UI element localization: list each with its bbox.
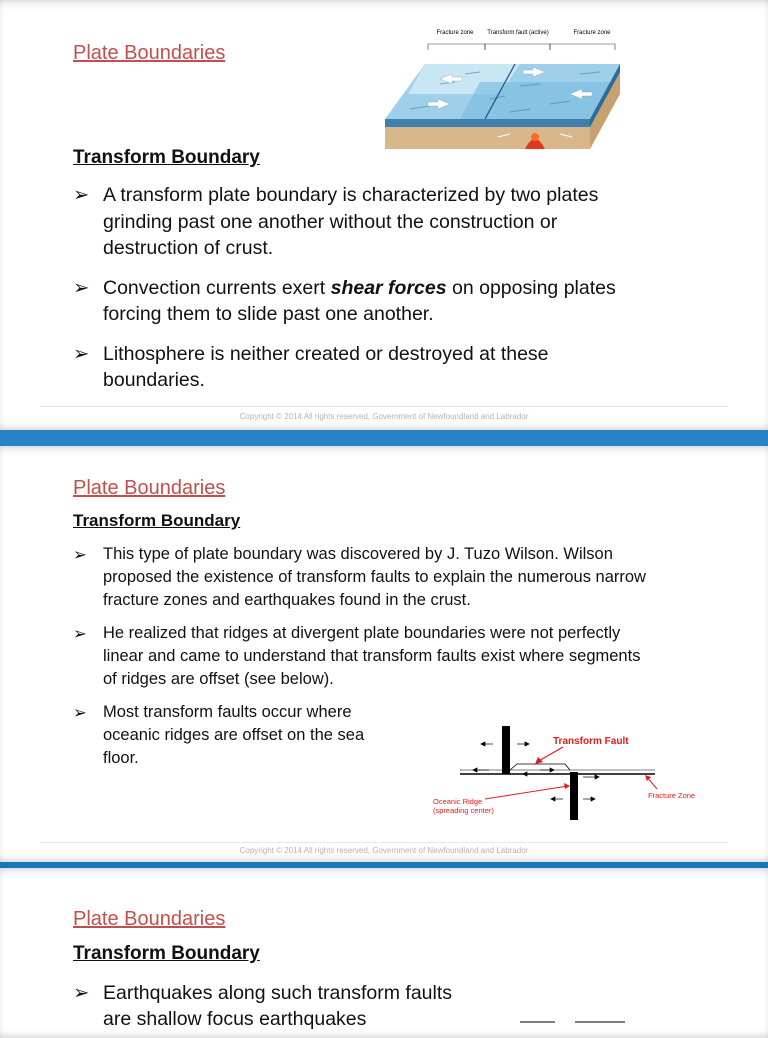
transform-fault-block-diagram [380,24,630,174]
emphasis-text: shear forces [330,276,447,299]
diagram-fragment [515,1014,635,1024]
ridge-segment-upper [502,726,510,774]
slide-2 [0,446,768,862]
label-fracture-zone: Fracture Zone [648,791,696,800]
bullet-item: ➢ Most transform faults occur where oceanic ridges are offset on the sea floor. [73,701,403,770]
bullet-item: ➢ Lithosphere is neither created or destroyed at these boundaries. [73,341,653,394]
slide-3 [0,868,768,1038]
slide-1 [0,0,768,430]
slide-subtitle: Transform Boundary [73,511,241,530]
copyright-text: Copyright © 2014 All rights reserved, Government of Newfoundland and Labrador [239,846,529,855]
transform-fault-diagram [425,724,735,824]
label-oceanic-ridge: Oceanic Ridge [433,797,483,806]
label-transform-fault: Transform Fault [553,736,629,747]
divider [40,842,728,843]
slide-subtitle: Transform Boundary [73,147,260,168]
divider [40,406,728,407]
ridge-segment-lower [570,772,578,820]
bullet-text: on opposing plates forcing them to slide past one another. [103,276,616,325]
bullet-item: ➢ Earthquakes along such transform faults are shallow focus earthquakes [73,980,463,1032]
label-fracture-zone-right: Fracture zone [573,30,611,36]
slide-subtitle: Transform Boundary [73,943,260,964]
bullet-list [73,980,463,1032]
slide-title: Plate Boundaries [73,42,226,64]
label-spreading-center: (spreading center) [433,806,494,815]
label-fracture-zone-left: Fracture zone [436,30,474,36]
copyright-text: Copyright © 2014 All rights reserved, Government of Newfoundland and Labrador [239,412,529,421]
label-transform-fault: Transform fault (active) [487,30,549,36]
bullet-item [73,275,653,328]
slide-title: Plate Boundaries [73,908,226,930]
bullet-text: Convection currents exert [103,276,331,299]
bullet-list [73,182,653,394]
bullet-item: ➢ A transform plate boundary is characterized by two plates grinding past one another without the construction or destruction of crust. [73,182,653,262]
bullet-item: ➢ This type of plate boundary was discovered by J. Tuzo Wilson. Wilson proposed the existence of transform faults to explain the numerous narrow fracture zones and earthquakes found in the crust. [73,543,653,612]
slide-title: Plate Boundaries [73,477,226,499]
bullet-item: ➢ He realized that ridges at divergent plate boundaries were not perfectly linear and came to understand that transform faults exist where segments of ridges are offset (see below). [73,622,653,691]
